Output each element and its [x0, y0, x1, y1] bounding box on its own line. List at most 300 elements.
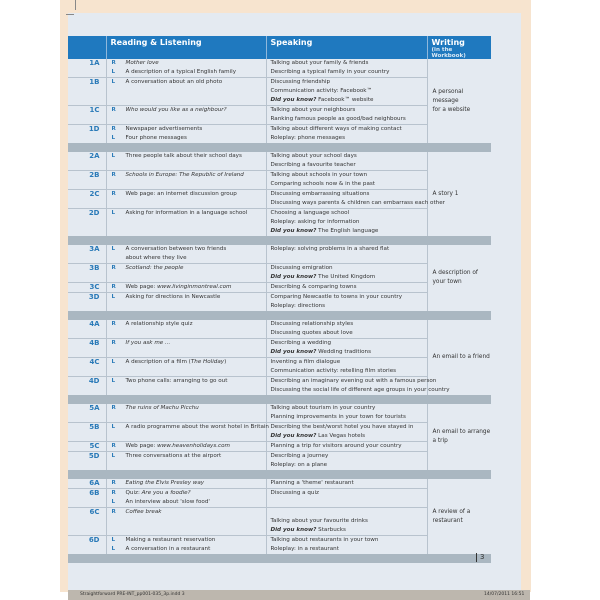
skill-type: L: [111, 453, 116, 459]
speaking-cell: [266, 377, 450, 396]
lesson-code: 2C: [68, 190, 106, 209]
skill-type: L: [111, 294, 116, 300]
reading-listening-cell: [106, 536, 266, 555]
reading-listening-cell: [106, 479, 266, 489]
speaking-item: [267, 489, 427, 498]
item-title: Eating the Elvis Presley way: [125, 480, 205, 486]
skill-type: R: [111, 191, 116, 197]
header-writing: [427, 36, 491, 59]
reading-listening-item: [107, 489, 266, 498]
did-you-know-label: Did you know?: [270, 97, 317, 103]
speaking-item: [267, 227, 427, 236]
writing-cell: [427, 320, 491, 395]
item-text: Communication activity: Facebook™: [270, 88, 373, 94]
reading-listening-item: [107, 377, 266, 386]
item-text: Discussing embarrassing situations: [270, 191, 370, 197]
writing-text: a trip: [432, 438, 448, 444]
item-title: If you ask me ...: [125, 340, 171, 346]
reading-listening-item: [107, 283, 266, 292]
item-text: Talking about your school days: [270, 153, 357, 159]
crop-mark: [66, 14, 74, 15]
skill-type: L: [111, 210, 116, 216]
speaking-item: [267, 125, 427, 134]
speaking-item: [267, 245, 427, 254]
speaking-item: [267, 96, 427, 105]
reading-listening-cell: [106, 339, 266, 358]
speaking-item: [267, 293, 427, 302]
lesson-code: 2A: [68, 152, 106, 171]
skill-type: R: [111, 443, 116, 449]
speaking-item: [267, 358, 427, 367]
item-text: Describing a favourite teacher: [270, 162, 356, 168]
skill-type: R: [111, 284, 116, 290]
page-number: 3: [476, 553, 484, 562]
speaking-cell: [266, 423, 427, 442]
writing-cell: [427, 479, 491, 554]
lesson-code: 1A: [68, 59, 106, 78]
reading-listening-item: [107, 134, 266, 143]
slug-filename: Straightforward PRE-INT_pp001-035_3p.indd 3: [80, 592, 185, 597]
speaking-item: [267, 134, 427, 143]
item-text: Describing a typical family in your country: [270, 69, 390, 75]
reading-listening-item: [107, 536, 266, 545]
reading-listening-cell: [106, 264, 266, 283]
speaking-item: [267, 377, 437, 386]
item-text: Asking for directions in Newcastle: [125, 294, 221, 300]
reading-listening-item: [107, 152, 266, 161]
speaking-item: [267, 545, 427, 554]
reading-listening-cell: [106, 125, 266, 144]
item-title: Mother love: [125, 60, 159, 66]
lesson-code: 5B: [68, 423, 106, 442]
item-text: Discussing ways parents & children can embarrass each other: [270, 200, 445, 206]
skill-type: L: [111, 79, 116, 85]
speaking-item: [267, 526, 427, 535]
reading-listening-item: [107, 78, 266, 87]
unit-separator: [68, 470, 491, 479]
skill-type: R: [111, 405, 116, 411]
speaking-cell: [266, 209, 427, 237]
crop-mark: [75, 0, 76, 10]
reading-listening-item: [107, 479, 266, 488]
lesson-code: 5C: [68, 442, 106, 452]
speaking-item: [267, 461, 427, 470]
item-text: Wedding traditions: [316, 349, 371, 355]
table-body: [68, 59, 491, 563]
speaking-item: [267, 209, 427, 218]
item-text: Roleplay: on a plane: [270, 462, 328, 468]
unit-separator-bar: [68, 236, 491, 245]
unit-separator: [68, 311, 491, 320]
reading-listening-cell: [106, 245, 266, 264]
speaking-cell: [266, 508, 427, 536]
reading-listening-item: [107, 264, 266, 273]
reading-listening-item: [107, 254, 266, 263]
slug-date: 14/07/2011 16:51: [484, 592, 525, 597]
speaking-item: [267, 152, 427, 161]
speaking-cell: [266, 489, 427, 508]
item-text: Starbucks: [316, 527, 346, 533]
reading-listening-item: [107, 404, 266, 413]
speaking-item: [267, 508, 427, 517]
item-text: A description of a typical English family: [125, 69, 237, 75]
skill-type: R: [111, 509, 116, 515]
lesson-row: [68, 479, 491, 489]
reading-listening-cell: [106, 377, 266, 396]
speaking-item: [267, 339, 427, 348]
item-text: Roleplay: in a restaurant: [270, 546, 339, 552]
reading-listening-item: [107, 358, 266, 367]
item-text: An interview about 'slow food': [125, 499, 210, 505]
skill-type: L: [111, 69, 116, 75]
speaking-item: [267, 190, 427, 199]
unit-separator: [68, 236, 491, 245]
item-text: Las Vegas hotels: [316, 433, 365, 439]
speaking-cell: [266, 283, 427, 293]
item-text: Planning improvements in your town for tourists: [270, 414, 406, 420]
unit-separator-bar: [68, 311, 491, 320]
reading-listening-item: [107, 190, 266, 199]
speaking-item: [267, 404, 427, 413]
reading-listening-item: [107, 452, 266, 461]
reading-listening-cell: [106, 106, 266, 125]
reading-listening-item: [107, 293, 266, 302]
speaking-cell: [266, 536, 427, 555]
skill-type: L: [111, 135, 116, 141]
did-you-know-label: Did you know?: [270, 274, 317, 280]
skill-type: R: [111, 172, 116, 178]
item-text: Facebook™ website: [316, 97, 374, 103]
writing-text: A story 1: [432, 190, 459, 197]
speaking-cell: [266, 339, 427, 358]
writing-text: A personal message: [432, 88, 464, 104]
speaking-item: [267, 442, 427, 451]
reading-listening-cell: [106, 190, 266, 209]
lesson-code: 2B: [68, 171, 106, 190]
lesson-code: 6C: [68, 508, 106, 536]
reading-listening-item: [107, 442, 266, 451]
item-text: Quiz:: [125, 490, 142, 496]
speaking-item: [267, 218, 427, 227]
skill-type: R: [111, 265, 116, 271]
skill-type: R: [111, 321, 116, 327]
item-title: Scotland: the people: [125, 265, 184, 271]
contents-table: [68, 36, 491, 563]
lesson-code: 4D: [68, 377, 106, 396]
speaking-item: [267, 423, 427, 432]
reading-listening-item: [107, 320, 266, 329]
speaking-item: [267, 115, 427, 124]
item-text: Discussing a quiz: [270, 490, 319, 496]
item-text: A conversation in a restaurant: [125, 546, 211, 552]
reading-listening-item: [107, 106, 266, 115]
reading-listening-cell: [106, 209, 266, 237]
writing-text: for a website: [432, 106, 471, 113]
speaking-item: [267, 302, 427, 311]
item-text: The United Kingdom: [316, 274, 376, 280]
speaking-item: [267, 87, 427, 96]
speaking-item: [267, 161, 427, 170]
item-text: Asking for information in a language school: [125, 210, 248, 216]
item-text: Web page: an internet discussion group: [125, 191, 237, 197]
item-text: Discussing emigration: [270, 265, 333, 271]
writing-cell: [427, 404, 491, 470]
lesson-code: 6A: [68, 479, 106, 489]
speaking-item: [267, 367, 427, 376]
unit-separator: [68, 143, 491, 152]
item-text: Three people talk about their school days: [125, 153, 242, 159]
item-title: www.livinginmontreal.com: [157, 284, 232, 290]
lesson-code: 2D: [68, 209, 106, 237]
item-text: Discussing quotes about love: [270, 330, 353, 336]
reading-listening-cell: [106, 442, 266, 452]
unit-separator-bar: [68, 470, 491, 479]
item-text: A description of a film (: [125, 359, 191, 365]
speaking-item: [267, 386, 450, 395]
header-code: [68, 36, 106, 59]
header-writing-subtitle: (in the Workbook): [431, 47, 466, 59]
item-text: Planning a 'theme' restaurant: [270, 480, 354, 486]
speaking-item: [267, 171, 427, 180]
speaking-item: [267, 68, 427, 77]
unit-separator-bar: [68, 554, 491, 563]
speaking-item: [267, 199, 445, 208]
item-title: Are you a foodie?: [141, 490, 191, 496]
writing-cell: [427, 59, 491, 143]
speaking-cell: [266, 442, 427, 452]
lesson-code: 3A: [68, 245, 106, 264]
speaking-item: [267, 413, 427, 422]
lesson-row: [68, 404, 491, 423]
skill-type: R: [111, 480, 116, 486]
item-text-end: ): [224, 359, 227, 365]
speaking-item: [267, 180, 427, 189]
item-text: Describing the best/worst hotel you have stayed in: [270, 424, 414, 430]
speaking-cell: [266, 125, 427, 144]
item-text: A radio programme about the worst hotel in Britain: [125, 424, 269, 430]
skill-type: R: [111, 107, 116, 113]
lesson-code: 1D: [68, 125, 106, 144]
reading-listening-cell: [106, 452, 266, 471]
skill-type: L: [111, 378, 116, 384]
reading-listening-cell: [106, 423, 269, 442]
did-you-know-label: Did you know?: [270, 433, 317, 439]
item-text: Communication activity: retelling film stories: [270, 368, 397, 374]
reading-listening-item: [107, 209, 266, 218]
header-writing-title: Writing: [431, 38, 465, 47]
speaking-cell: [266, 78, 427, 106]
speaking-item: [267, 273, 427, 282]
reading-listening-item: [107, 339, 266, 348]
skill-type: L: [111, 499, 116, 505]
speaking-cell: [266, 479, 427, 489]
writing-text: An email to arrange: [432, 429, 491, 435]
writing-cell: [427, 152, 491, 236]
speaking-item: [267, 348, 427, 357]
speaking-item: [267, 479, 427, 488]
item-text: Talking about restaurants in your town: [270, 537, 379, 543]
lesson-code: 4B: [68, 339, 106, 358]
reading-listening-cell: [106, 489, 266, 508]
speaking-item: [267, 59, 427, 68]
reading-listening-cell: [106, 508, 266, 536]
item-text: about where they live: [125, 255, 187, 261]
lesson-row: [68, 152, 491, 171]
item-title: Schools in Europe: The Republic of Ireland: [125, 172, 244, 178]
lesson-code: 6B: [68, 489, 106, 508]
skill-type: R: [111, 126, 116, 132]
skill-type: L: [111, 546, 116, 552]
writing-text: restaurant: [432, 517, 463, 524]
unit-separator-bar: [68, 143, 491, 152]
item-text: Talking about different ways of making contact: [270, 126, 402, 132]
reading-listening-cell: [106, 152, 266, 171]
writing-text: A description of: [432, 270, 478, 276]
item-title: www.heavenholidays.com: [157, 443, 230, 449]
reading-listening-cell: [106, 404, 266, 423]
unit-separator: [68, 554, 491, 563]
speaking-cell: [266, 106, 427, 125]
unit-separator: [68, 395, 491, 404]
item-text: Inventing a film dialogue: [270, 359, 341, 365]
reading-listening-item: [107, 68, 266, 77]
skill-type: L: [111, 153, 116, 159]
reading-listening-cell: [106, 78, 266, 106]
item-text: Talking about your family & friends: [270, 60, 369, 66]
item-text: Web page:: [125, 284, 158, 290]
speaking-cell: [266, 171, 427, 190]
item-title: The Holiday: [190, 359, 225, 365]
speaking-cell: [266, 320, 427, 339]
item-text: A conversation between two friends: [125, 246, 227, 252]
reading-listening-cell: [106, 59, 266, 78]
speaking-cell: [266, 245, 427, 264]
lesson-code: 3B: [68, 264, 106, 283]
reading-listening-item: [107, 245, 266, 254]
item-text: Four phone messages: [125, 135, 187, 141]
reading-listening-cell: [106, 283, 266, 293]
lesson-row: [68, 59, 491, 78]
lesson-row: [68, 377, 491, 396]
speaking-cell: [266, 452, 427, 471]
reading-listening-cell: [106, 320, 266, 339]
reading-listening-cell: [106, 171, 266, 190]
reading-listening-item: [107, 125, 266, 134]
did-you-know-label: Did you know?: [270, 228, 317, 234]
item-text: The English language: [316, 228, 379, 234]
item-text: Planning a trip for visitors around your country: [270, 443, 402, 449]
unit-separator-bar: [68, 395, 491, 404]
item-title: Coffee break: [125, 509, 162, 515]
skill-type: L: [111, 359, 116, 365]
did-you-know-label: Did you know?: [270, 349, 317, 355]
speaking-item: [267, 536, 427, 545]
writing-text: your town: [432, 279, 462, 285]
item-text: Roleplay: asking for information: [270, 219, 360, 225]
reading-listening-cell: [106, 293, 266, 312]
reading-listening-item: [107, 423, 269, 432]
reading-listening-cell: [106, 358, 266, 377]
speaking-cell: [266, 190, 445, 209]
item-text: Comparing Newcastle to towns in your country: [270, 294, 403, 300]
speaking-item: [267, 264, 427, 273]
item-text: Choosing a language school: [270, 210, 350, 216]
lesson-code: 3C: [68, 283, 106, 293]
item-text: Talking about schools in your town: [270, 172, 368, 178]
speaking-cell: [266, 404, 427, 423]
header-speaking: Speaking: [266, 36, 427, 59]
item-text: Roleplay: directions: [270, 303, 326, 309]
item-text: Newspaper advertisements: [125, 126, 203, 132]
item-text: Roleplay: phone messages: [270, 135, 345, 141]
item-text: Two phone calls: arranging to go out: [125, 378, 228, 384]
item-title: The ruins of Machu Picchu: [125, 405, 199, 411]
lesson-row: [68, 245, 491, 264]
lesson-code: 1B: [68, 78, 106, 106]
speaking-item: [267, 283, 427, 292]
reading-listening-item: [107, 508, 266, 517]
item-text: Ranking famous people as good/bad neighbours: [270, 116, 406, 122]
reading-listening-item: [107, 59, 266, 68]
speaking-item: [267, 517, 427, 526]
item-text: Comparing schools now & in the past: [270, 181, 375, 187]
writing-cell: [427, 245, 491, 311]
table-header: [68, 36, 491, 59]
speaking-cell: [266, 264, 427, 283]
speaking-cell: [266, 152, 427, 171]
speaking-cell: [266, 358, 427, 377]
header-reading-listening: Reading & Listening: [106, 36, 266, 59]
item-text: Discussing friendship: [270, 79, 331, 85]
item-text: A relationship style quiz: [125, 321, 193, 327]
item-title: Who would you like as a neighbour?: [125, 107, 227, 113]
lesson-row: [68, 320, 491, 339]
lesson-code: 5D: [68, 452, 106, 471]
item-text: Discussing relationship styles: [270, 321, 354, 327]
skill-type: L: [111, 537, 116, 543]
item-text: Describing an imaginary evening out with a famous person: [270, 378, 437, 384]
speaking-cell: [266, 293, 427, 312]
reading-listening-item: [107, 171, 266, 180]
speaking-item: [267, 320, 427, 329]
item-text: Talking about your favourite drinks: [270, 518, 368, 524]
lesson-code: 3D: [68, 293, 106, 312]
item-text: Making a restaurant reservation: [125, 537, 216, 543]
speaking-item: [267, 329, 427, 338]
speaking-item: [267, 432, 427, 441]
item-text: Describing a wedding: [270, 340, 332, 346]
item-text: A conversation about an old photo: [125, 79, 223, 85]
writing-text: A review of a: [432, 508, 471, 515]
skill-type: L: [111, 246, 116, 252]
item-text: Describing & comparing towns: [270, 284, 357, 290]
skill-type: L: [111, 424, 116, 430]
item-text: Talking about your neighbours: [270, 107, 356, 113]
lesson-code: 4A: [68, 320, 106, 339]
lesson-code: 4C: [68, 358, 106, 377]
item-text: Web page:: [125, 443, 158, 449]
speaking-item: [267, 452, 427, 461]
speaking-item: [267, 106, 427, 115]
lesson-code: 5A: [68, 404, 106, 423]
did-you-know-label: Did you know?: [270, 527, 317, 533]
item-text: Talking about tourism in your country: [270, 405, 376, 411]
item-text: Roleplay: solving problems in a shared flat: [270, 246, 390, 252]
item-text: Describing a journey: [270, 453, 329, 459]
skill-type: R: [111, 490, 116, 496]
skill-type: R: [111, 60, 116, 66]
reading-listening-item: [107, 498, 266, 507]
